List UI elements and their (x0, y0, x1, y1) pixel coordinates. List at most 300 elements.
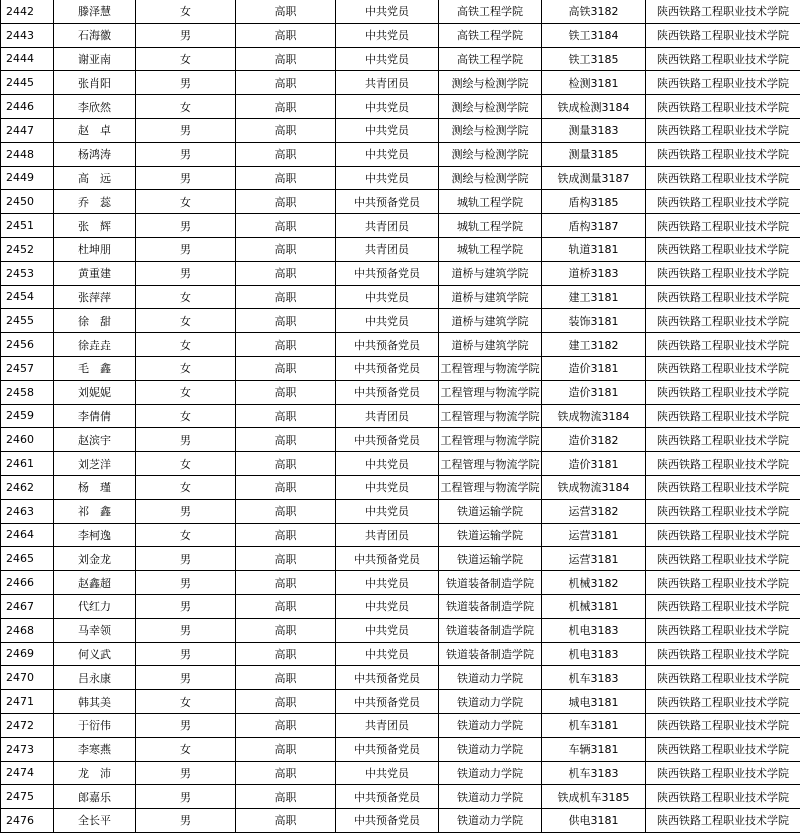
education-level-cell: 高职 (236, 737, 336, 761)
school-cell: 陕西铁路工程职业技术学院 (646, 356, 800, 380)
gender-cell: 男 (136, 23, 236, 47)
college-cell: 高铁工程学院 (439, 23, 542, 47)
college-cell: 铁道动力学院 (439, 737, 542, 761)
row-number-cell: 2448 (1, 142, 54, 166)
college-cell: 测绘与检测学院 (439, 142, 542, 166)
school-cell: 陕西铁路工程职业技术学院 (646, 809, 800, 833)
table-row (1, 404, 800, 428)
table-row (1, 785, 800, 809)
college-cell: 铁道运输学院 (439, 547, 542, 571)
political-status-cell: 中共党员 (336, 594, 439, 618)
student-name-cell: 李柯逸 (54, 523, 136, 547)
table-row (1, 95, 800, 119)
student-name-cell: 代红力 (54, 594, 136, 618)
gender-cell: 男 (136, 571, 236, 595)
education-level-cell: 高职 (236, 0, 336, 23)
table-body (1, 0, 800, 832)
political-status-cell: 中共党员 (336, 475, 439, 499)
table-row (1, 118, 800, 142)
education-level-cell: 高职 (236, 285, 336, 309)
student-name-cell: 杨鸿涛 (54, 142, 136, 166)
table-row (1, 690, 800, 714)
row-number-cell: 2461 (1, 452, 54, 476)
student-name-cell: 黄重建 (54, 261, 136, 285)
gender-cell: 男 (136, 142, 236, 166)
class-cell: 建工3182 (542, 333, 646, 357)
class-cell: 高铁3182 (542, 0, 646, 23)
political-status-cell: 中共预备党员 (336, 333, 439, 357)
education-level-cell: 高职 (236, 118, 336, 142)
row-number-cell: 2450 (1, 190, 54, 214)
row-number-cell: 2457 (1, 356, 54, 380)
gender-cell: 女 (136, 285, 236, 309)
education-level-cell: 高职 (236, 523, 336, 547)
education-level-cell: 高职 (236, 95, 336, 119)
row-number-cell: 2469 (1, 642, 54, 666)
education-level-cell: 高职 (236, 761, 336, 785)
table-row (1, 237, 800, 261)
college-cell: 铁道动力学院 (439, 666, 542, 690)
student-name-cell: 赵鑫超 (54, 571, 136, 595)
table-row (1, 523, 800, 547)
college-cell: 铁道动力学院 (439, 690, 542, 714)
school-cell: 陕西铁路工程职业技术学院 (646, 523, 800, 547)
college-cell: 工程管理与物流学院 (439, 356, 542, 380)
education-level-cell: 高职 (236, 809, 336, 833)
education-level-cell: 高职 (236, 237, 336, 261)
college-cell: 测绘与检测学院 (439, 71, 542, 95)
class-cell: 装饰3181 (542, 309, 646, 333)
class-cell: 机电3183 (542, 642, 646, 666)
education-level-cell: 高职 (236, 261, 336, 285)
education-level-cell: 高职 (236, 23, 336, 47)
school-cell: 陕西铁路工程职业技术学院 (646, 737, 800, 761)
class-cell: 铁成检测3184 (542, 95, 646, 119)
education-level-cell: 高职 (236, 547, 336, 571)
political-status-cell: 中共预备党员 (336, 190, 439, 214)
table-row (1, 309, 800, 333)
class-cell: 建工3181 (542, 285, 646, 309)
table-row (1, 737, 800, 761)
education-level-cell: 高职 (236, 785, 336, 809)
school-cell: 陕西铁路工程职业技术学院 (646, 499, 800, 523)
row-number-cell: 2456 (1, 333, 54, 357)
table-row (1, 356, 800, 380)
gender-cell: 男 (136, 428, 236, 452)
gender-cell: 男 (136, 214, 236, 238)
table-row (1, 142, 800, 166)
row-number-cell: 2462 (1, 475, 54, 499)
student-name-cell: 马幸领 (54, 618, 136, 642)
gender-cell: 男 (136, 118, 236, 142)
school-cell: 陕西铁路工程职业技术学院 (646, 261, 800, 285)
college-cell: 铁道装备制造学院 (439, 571, 542, 595)
table-row (1, 452, 800, 476)
student-name-cell: 杜坤朋 (54, 237, 136, 261)
gender-cell: 男 (136, 71, 236, 95)
class-cell: 车辆3181 (542, 737, 646, 761)
school-cell: 陕西铁路工程职业技术学院 (646, 785, 800, 809)
row-number-cell: 2445 (1, 71, 54, 95)
row-number-cell: 2467 (1, 594, 54, 618)
student-name-cell: 赵滨宇 (54, 428, 136, 452)
student-name-cell: 于衍伟 (54, 713, 136, 737)
political-status-cell: 共青团员 (336, 237, 439, 261)
row-number-cell: 2463 (1, 499, 54, 523)
row-number-cell: 2449 (1, 166, 54, 190)
student-name-cell: 郎嘉乐 (54, 785, 136, 809)
political-status-cell: 共青团员 (336, 214, 439, 238)
political-status-cell: 中共预备党员 (336, 356, 439, 380)
student-name-cell: 张肖阳 (54, 71, 136, 95)
class-cell: 铁成物流3184 (542, 404, 646, 428)
table-row (1, 333, 800, 357)
student-name-cell: 乔 蕊 (54, 190, 136, 214)
school-cell: 陕西铁路工程职业技术学院 (646, 118, 800, 142)
education-level-cell: 高职 (236, 404, 336, 428)
gender-cell: 男 (136, 237, 236, 261)
class-cell: 道桥3183 (542, 261, 646, 285)
political-status-cell: 中共预备党员 (336, 428, 439, 452)
school-cell: 陕西铁路工程职业技术学院 (646, 237, 800, 261)
college-cell: 测绘与检测学院 (439, 166, 542, 190)
education-level-cell: 高职 (236, 356, 336, 380)
education-level-cell: 高职 (236, 214, 336, 238)
political-status-cell: 中共预备党员 (336, 690, 439, 714)
student-name-cell: 张 辉 (54, 214, 136, 238)
college-cell: 测绘与检测学院 (439, 118, 542, 142)
political-status-cell: 共青团员 (336, 523, 439, 547)
education-level-cell: 高职 (236, 571, 336, 595)
gender-cell: 女 (136, 95, 236, 119)
college-cell: 铁道装备制造学院 (439, 618, 542, 642)
college-cell: 铁道运输学院 (439, 523, 542, 547)
college-cell: 城轨工程学院 (439, 214, 542, 238)
college-cell: 铁道装备制造学院 (439, 642, 542, 666)
political-status-cell: 中共党员 (336, 499, 439, 523)
education-level-cell: 高职 (236, 428, 336, 452)
student-name-cell: 杨 瑾 (54, 475, 136, 499)
political-status-cell: 中共党员 (336, 142, 439, 166)
student-name-cell: 吕永康 (54, 666, 136, 690)
row-number-cell: 2473 (1, 737, 54, 761)
table-row (1, 380, 800, 404)
school-cell: 陕西铁路工程职业技术学院 (646, 142, 800, 166)
class-cell: 铁工3184 (542, 23, 646, 47)
row-number-cell: 2455 (1, 309, 54, 333)
student-name-cell: 高 远 (54, 166, 136, 190)
education-level-cell: 高职 (236, 452, 336, 476)
gender-cell: 女 (136, 523, 236, 547)
education-level-cell: 高职 (236, 713, 336, 737)
gender-cell: 男 (136, 785, 236, 809)
table-row (1, 499, 800, 523)
class-cell: 铁工3185 (542, 47, 646, 71)
student-name-cell: 赵 卓 (54, 118, 136, 142)
education-level-cell: 高职 (236, 475, 336, 499)
class-cell: 测量3185 (542, 142, 646, 166)
college-cell: 工程管理与物流学院 (439, 475, 542, 499)
school-cell: 陕西铁路工程职业技术学院 (646, 618, 800, 642)
student-name-cell: 李欣然 (54, 95, 136, 119)
school-cell: 陕西铁路工程职业技术学院 (646, 71, 800, 95)
table-row (1, 261, 800, 285)
table-row (1, 71, 800, 95)
college-cell: 高铁工程学院 (439, 0, 542, 23)
class-cell: 机电3183 (542, 618, 646, 642)
gender-cell: 男 (136, 642, 236, 666)
political-status-cell: 中共党员 (336, 452, 439, 476)
gender-cell: 女 (136, 333, 236, 357)
political-status-cell: 中共预备党员 (336, 380, 439, 404)
row-number-cell: 2442 (1, 0, 54, 23)
gender-cell: 男 (136, 594, 236, 618)
political-status-cell: 中共预备党员 (336, 737, 439, 761)
table-row (1, 285, 800, 309)
table-row (1, 166, 800, 190)
class-cell: 运营3182 (542, 499, 646, 523)
education-level-cell: 高职 (236, 380, 336, 404)
table-row (1, 47, 800, 71)
school-cell: 陕西铁路工程职业技术学院 (646, 23, 800, 47)
gender-cell: 女 (136, 47, 236, 71)
row-number-cell: 2470 (1, 666, 54, 690)
gender-cell: 女 (136, 737, 236, 761)
row-number-cell: 2475 (1, 785, 54, 809)
school-cell: 陕西铁路工程职业技术学院 (646, 166, 800, 190)
class-cell: 造价3181 (542, 380, 646, 404)
class-cell: 检测3181 (542, 71, 646, 95)
row-number-cell: 2447 (1, 118, 54, 142)
row-number-cell: 2464 (1, 523, 54, 547)
political-status-cell: 共青团员 (336, 404, 439, 428)
student-name-cell: 刘芝洋 (54, 452, 136, 476)
row-number-cell: 2471 (1, 690, 54, 714)
table-row (1, 594, 800, 618)
political-status-cell: 中共预备党员 (336, 261, 439, 285)
table-row (1, 23, 800, 47)
school-cell: 陕西铁路工程职业技术学院 (646, 571, 800, 595)
school-cell: 陕西铁路工程职业技术学院 (646, 214, 800, 238)
college-cell: 高铁工程学院 (439, 47, 542, 71)
row-number-cell: 2454 (1, 285, 54, 309)
row-number-cell: 2444 (1, 47, 54, 71)
education-level-cell: 高职 (236, 47, 336, 71)
gender-cell: 男 (136, 166, 236, 190)
college-cell: 道桥与建筑学院 (439, 285, 542, 309)
class-cell: 轨道3181 (542, 237, 646, 261)
education-level-cell: 高职 (236, 333, 336, 357)
row-number-cell: 2453 (1, 261, 54, 285)
school-cell: 陕西铁路工程职业技术学院 (646, 713, 800, 737)
table-row (1, 713, 800, 737)
student-name-cell: 滕泽慧 (54, 0, 136, 23)
political-status-cell: 中共党员 (336, 618, 439, 642)
political-status-cell: 中共党员 (336, 309, 439, 333)
school-cell: 陕西铁路工程职业技术学院 (646, 452, 800, 476)
gender-cell: 女 (136, 452, 236, 476)
class-cell: 机车3183 (542, 761, 646, 785)
class-cell: 造价3182 (542, 428, 646, 452)
education-level-cell: 高职 (236, 642, 336, 666)
student-name-cell: 徐 甜 (54, 309, 136, 333)
table-row (1, 618, 800, 642)
school-cell: 陕西铁路工程职业技术学院 (646, 547, 800, 571)
row-number-cell: 2476 (1, 809, 54, 833)
college-cell: 工程管理与物流学院 (439, 452, 542, 476)
class-cell: 运营3181 (542, 547, 646, 571)
college-cell: 工程管理与物流学院 (439, 380, 542, 404)
political-status-cell: 共青团员 (336, 713, 439, 737)
gender-cell: 女 (136, 0, 236, 23)
gender-cell: 男 (136, 713, 236, 737)
school-cell: 陕西铁路工程职业技术学院 (646, 690, 800, 714)
college-cell: 道桥与建筑学院 (439, 309, 542, 333)
class-cell: 铁成物流3184 (542, 475, 646, 499)
row-number-cell: 2474 (1, 761, 54, 785)
class-cell: 机车3181 (542, 713, 646, 737)
political-status-cell: 中共预备党员 (336, 809, 439, 833)
gender-cell: 女 (136, 309, 236, 333)
row-number-cell: 2466 (1, 571, 54, 595)
class-cell: 机械3182 (542, 571, 646, 595)
row-number-cell: 2468 (1, 618, 54, 642)
college-cell: 铁道运输学院 (439, 499, 542, 523)
college-cell: 道桥与建筑学院 (439, 333, 542, 357)
political-status-cell: 共青团员 (336, 71, 439, 95)
school-cell: 陕西铁路工程职业技术学院 (646, 95, 800, 119)
school-cell: 陕西铁路工程职业技术学院 (646, 309, 800, 333)
college-cell: 铁道动力学院 (439, 713, 542, 737)
class-cell: 铁成机车3185 (542, 785, 646, 809)
education-level-cell: 高职 (236, 594, 336, 618)
political-status-cell: 中共党员 (336, 285, 439, 309)
education-level-cell: 高职 (236, 666, 336, 690)
class-cell: 造价3181 (542, 356, 646, 380)
class-cell: 盾构3187 (542, 214, 646, 238)
gender-cell: 男 (136, 499, 236, 523)
college-cell: 测绘与检测学院 (439, 95, 542, 119)
row-number-cell: 2465 (1, 547, 54, 571)
school-cell: 陕西铁路工程职业技术学院 (646, 475, 800, 499)
student-name-cell: 何义武 (54, 642, 136, 666)
gender-cell: 男 (136, 666, 236, 690)
student-name-cell: 刘妮妮 (54, 380, 136, 404)
table-row (1, 642, 800, 666)
college-cell: 工程管理与物流学院 (439, 404, 542, 428)
table-row (1, 809, 800, 833)
school-cell: 陕西铁路工程职业技术学院 (646, 0, 800, 23)
class-cell: 测量3183 (542, 118, 646, 142)
gender-cell: 女 (136, 690, 236, 714)
row-number-cell: 2472 (1, 713, 54, 737)
education-level-cell: 高职 (236, 690, 336, 714)
college-cell: 铁道动力学院 (439, 761, 542, 785)
college-cell: 工程管理与物流学院 (439, 428, 542, 452)
political-status-cell: 中共预备党员 (336, 547, 439, 571)
gender-cell: 男 (136, 618, 236, 642)
college-cell: 铁道装备制造学院 (439, 594, 542, 618)
student-name-cell: 谢亚南 (54, 47, 136, 71)
gender-cell: 男 (136, 547, 236, 571)
political-status-cell: 中共党员 (336, 166, 439, 190)
political-status-cell: 中共党员 (336, 23, 439, 47)
education-level-cell: 高职 (236, 71, 336, 95)
table-row (1, 761, 800, 785)
class-cell: 城电3181 (542, 690, 646, 714)
table-row (1, 666, 800, 690)
political-status-cell: 中共党员 (336, 642, 439, 666)
row-number-cell: 2458 (1, 380, 54, 404)
education-level-cell: 高职 (236, 618, 336, 642)
college-cell: 道桥与建筑学院 (439, 261, 542, 285)
education-level-cell: 高职 (236, 309, 336, 333)
political-status-cell: 中共党员 (336, 47, 439, 71)
education-level-cell: 高职 (236, 499, 336, 523)
gender-cell: 女 (136, 404, 236, 428)
table-row (1, 475, 800, 499)
row-number-cell: 2451 (1, 214, 54, 238)
college-cell: 铁道动力学院 (439, 809, 542, 833)
table-row (1, 190, 800, 214)
college-cell: 铁道动力学院 (439, 785, 542, 809)
political-status-cell: 中共党员 (336, 761, 439, 785)
class-cell: 造价3181 (542, 452, 646, 476)
political-status-cell: 中共党员 (336, 118, 439, 142)
class-cell: 供电3181 (542, 809, 646, 833)
table-row (1, 214, 800, 238)
gender-cell: 女 (136, 380, 236, 404)
student-name-cell: 全长平 (54, 809, 136, 833)
student-name-cell: 刘金龙 (54, 547, 136, 571)
student-name-cell: 李寒燕 (54, 737, 136, 761)
school-cell: 陕西铁路工程职业技术学院 (646, 333, 800, 357)
class-cell: 铁成测量3187 (542, 166, 646, 190)
gender-cell: 女 (136, 190, 236, 214)
student-name-cell: 石海徽 (54, 23, 136, 47)
class-cell: 盾构3185 (542, 190, 646, 214)
political-status-cell: 中共党员 (336, 0, 439, 23)
table-row (1, 0, 800, 23)
education-level-cell: 高职 (236, 142, 336, 166)
table-row (1, 547, 800, 571)
student-name-cell: 毛 鑫 (54, 356, 136, 380)
gender-cell: 女 (136, 475, 236, 499)
political-status-cell: 中共预备党员 (336, 666, 439, 690)
student-name-cell: 韩其美 (54, 690, 136, 714)
education-level-cell: 高职 (236, 166, 336, 190)
class-cell: 机械3181 (542, 594, 646, 618)
row-number-cell: 2459 (1, 404, 54, 428)
row-number-cell: 2446 (1, 95, 54, 119)
row-number-cell: 2460 (1, 428, 54, 452)
table-row (1, 571, 800, 595)
student-name-cell: 张萍萍 (54, 285, 136, 309)
school-cell: 陕西铁路工程职业技术学院 (646, 285, 800, 309)
row-number-cell: 2452 (1, 237, 54, 261)
class-cell: 运营3181 (542, 523, 646, 547)
political-status-cell: 中共预备党员 (336, 785, 439, 809)
education-level-cell: 高职 (236, 190, 336, 214)
gender-cell: 女 (136, 356, 236, 380)
class-cell: 机车3183 (542, 666, 646, 690)
student-name-cell: 李倩倩 (54, 404, 136, 428)
gender-cell: 男 (136, 261, 236, 285)
school-cell: 陕西铁路工程职业技术学院 (646, 594, 800, 618)
school-cell: 陕西铁路工程职业技术学院 (646, 666, 800, 690)
school-cell: 陕西铁路工程职业技术学院 (646, 761, 800, 785)
school-cell: 陕西铁路工程职业技术学院 (646, 190, 800, 214)
